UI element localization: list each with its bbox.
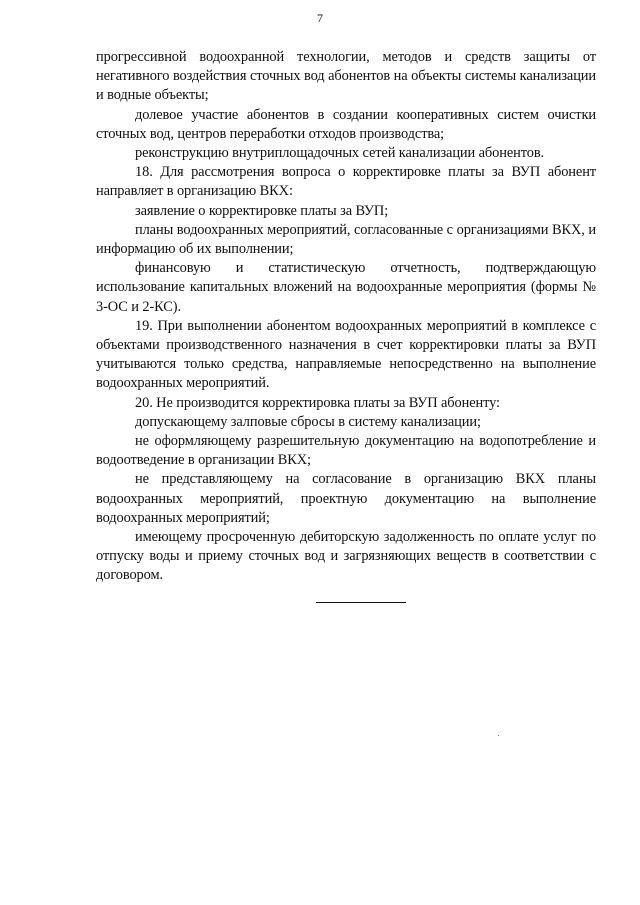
- paragraph: имеющему просроченную дебиторскую задолженность по оплате услуг по отпуску воды и приему сточных вод и загрязняющих веществ в соответствии с договором.: [96, 529, 596, 584]
- paragraph: допускающему залповые сбросы в систему канализации;: [135, 413, 481, 430]
- paragraph: прогрессивной водоохранной технологии, методов и средств защиты от негативного воздействия сточных вод абонентов на объекты системы канализации и водные объекты;: [96, 49, 596, 104]
- paragraph: 20. Не производится корректировка платы за ВУП абоненту:: [135, 394, 500, 411]
- document-body: [96, 48, 596, 586]
- page-number: 7: [317, 11, 323, 25]
- paragraph: планы водоохранных мероприятий, согласованные с организациями ВКХ, и информацию об их выполнении;: [96, 221, 596, 258]
- paragraph: 19. При выполнении абонентом водоохранных мероприятий в комплексе с объектами производственного назначения в счет корректировки платы за ВУП учитываются только средства, направляемые непосредственно на выполнение водоохранных мероприятий.: [96, 317, 596, 392]
- paragraph: финансовую и статистическую отчетность, подтверждающую использование капитальных вложений на водоохранные мероприятия (формы № 3-ОС и 2-КС).: [96, 260, 596, 315]
- paragraph: не оформляющему разрешительную документацию на водопотребление и водоотведение в организации ВКХ;: [96, 433, 596, 469]
- paragraph: 18. Для рассмотрения вопроса о корректировке платы за ВУП абонент направляет в организацию ВКХ:: [96, 164, 596, 200]
- paragraph: заявление о корректировке платы за ВУП;: [135, 202, 389, 219]
- scan-speck: [498, 735, 499, 736]
- paragraph: долевое участие абонентов в создании кооперативных систем очистки сточных вод, центров переработки отходов производства;: [96, 106, 596, 142]
- end-separator-line: [316, 602, 406, 603]
- paragraph: не представляющему на согласование в организацию ВКХ планы водоохранных мероприятий, проектную документацию на выполнение водоохранных мероприятий;: [96, 471, 596, 526]
- paragraph: реконструкцию внутриплощадочных сетей канализации абонентов.: [135, 145, 545, 162]
